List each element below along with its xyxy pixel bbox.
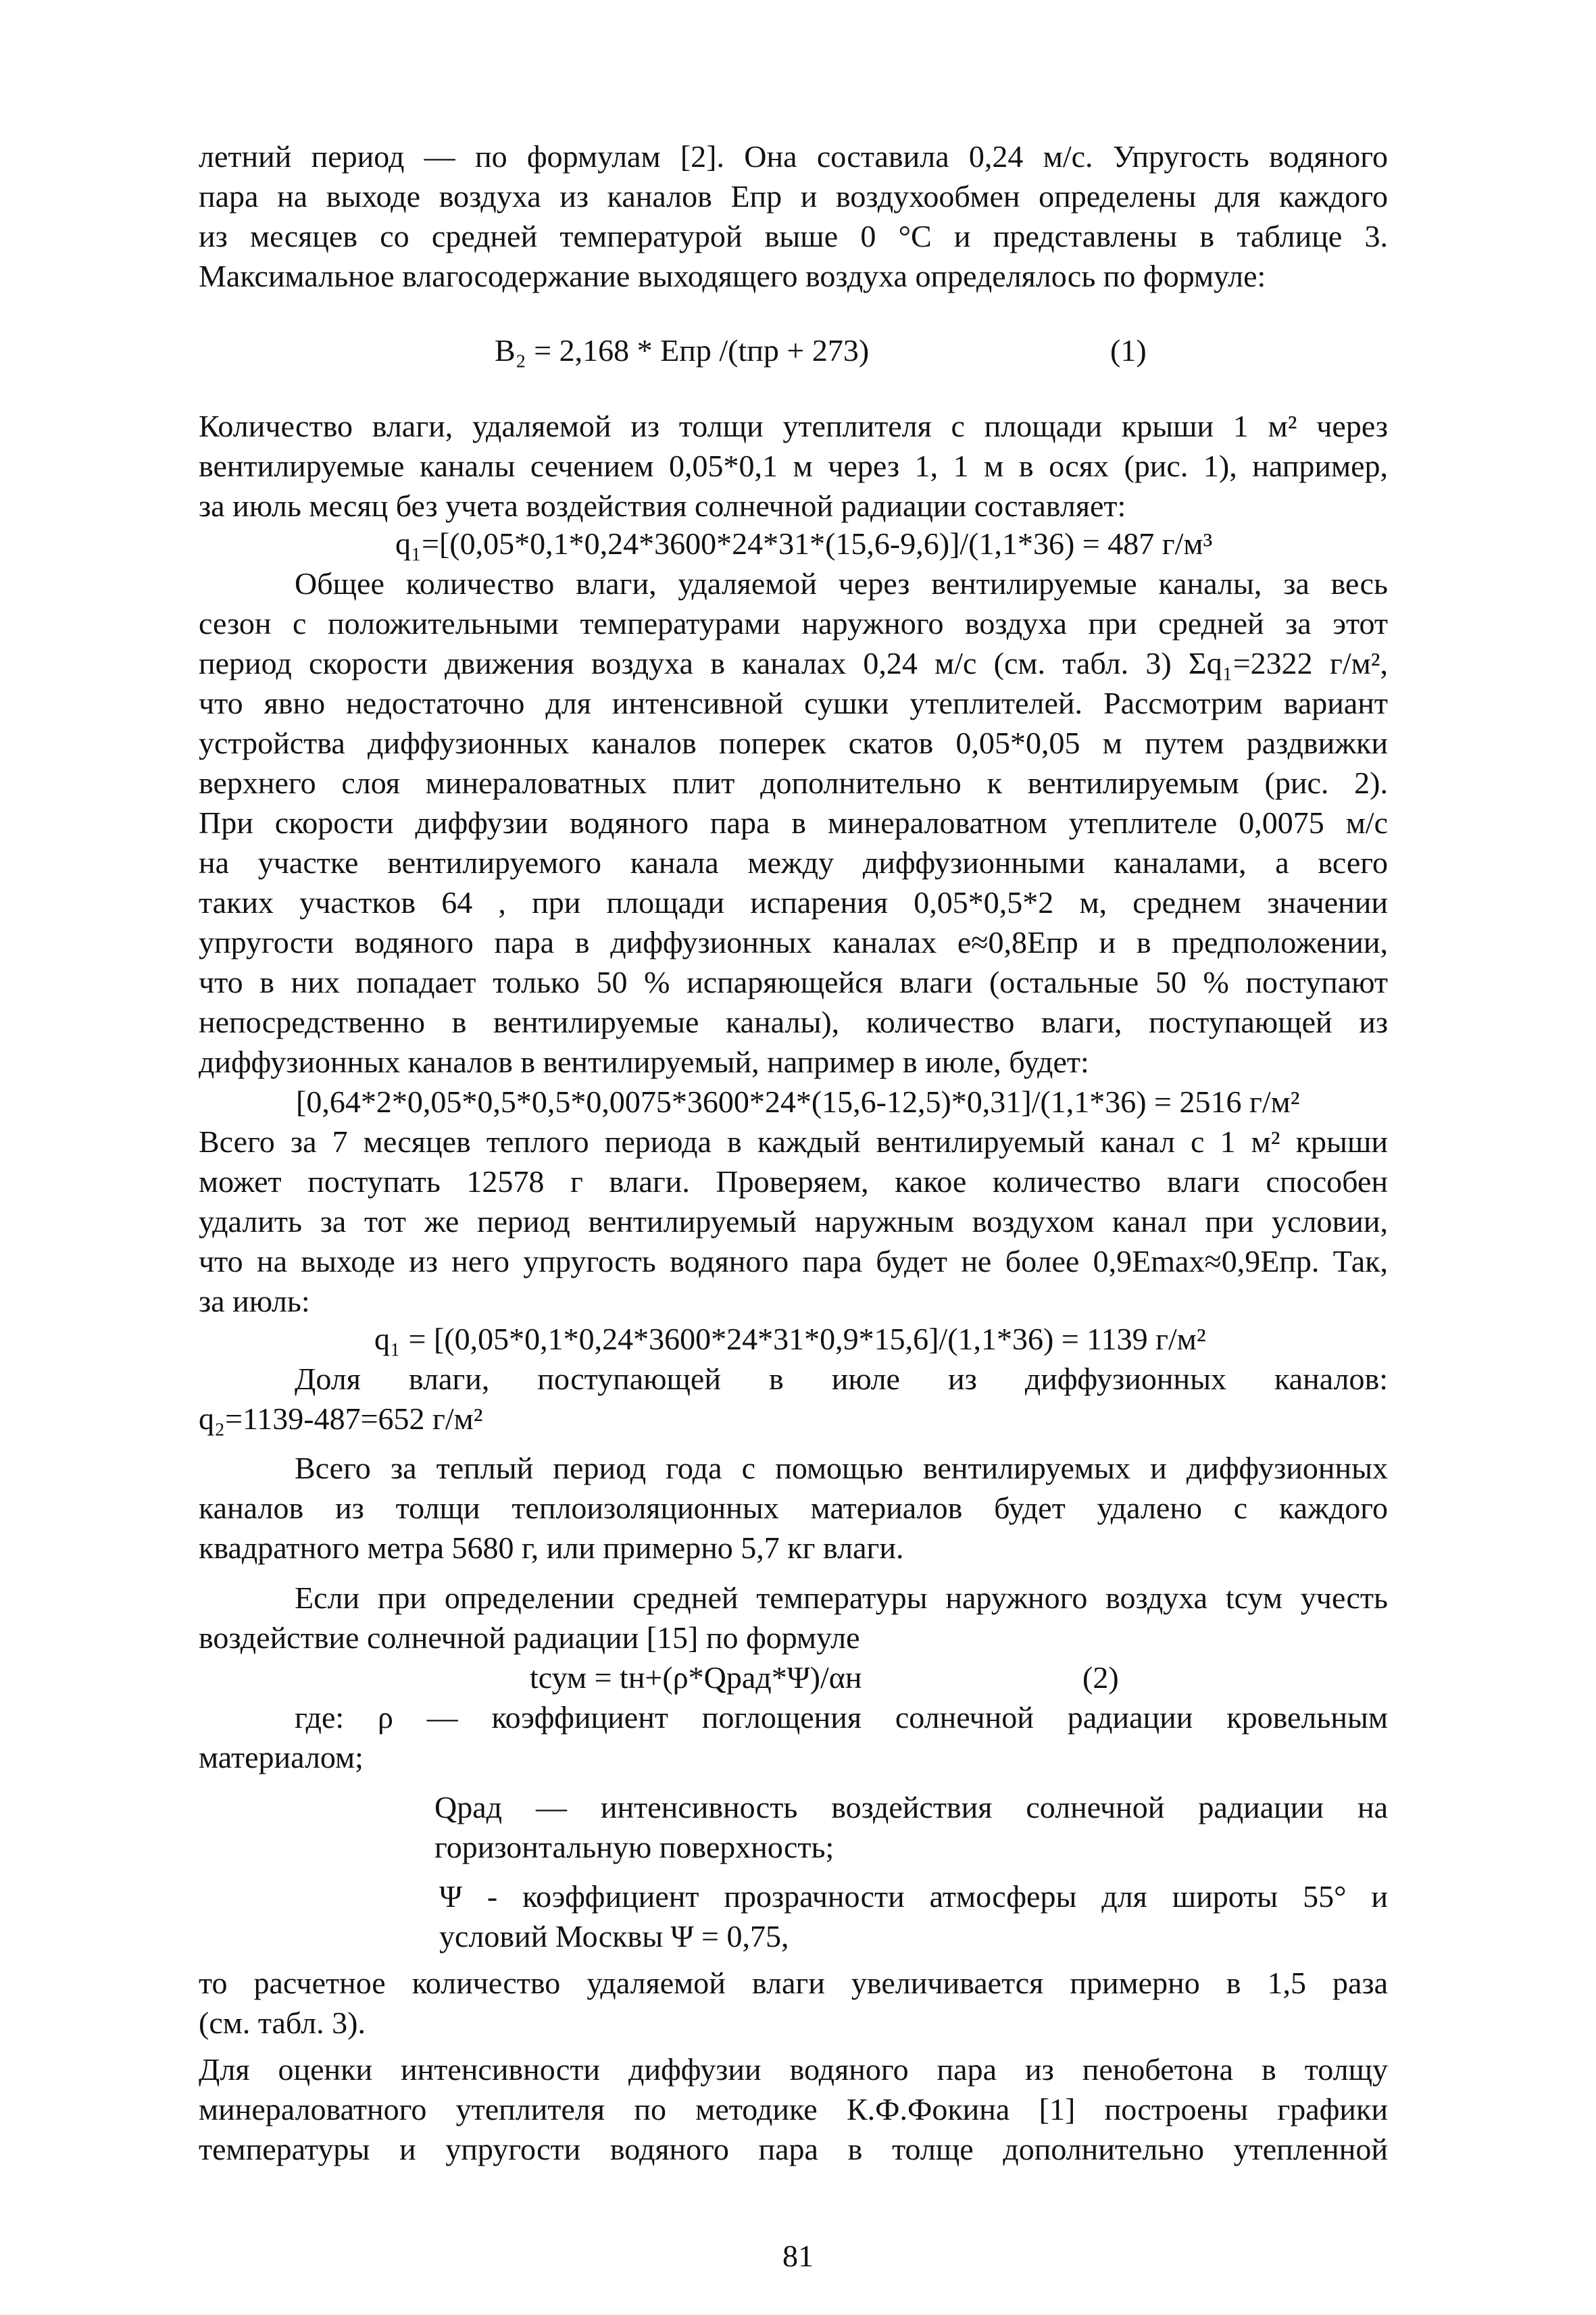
text-line: летний период — по формулам [2]. Она составила 0,24 м/с. Упругость водяного	[199, 139, 1388, 174]
text-line: каналов из толщи теплоизоляционных материалов будет удалено с каждого	[199, 1491, 1388, 1525]
text-line: минераловатного утеплителя по методике К.Ф.Фокина [1] построены графики	[199, 2092, 1388, 2126]
formula-1-number: (1)	[1110, 333, 1147, 368]
text-line: удалить за тот же период вентилируемый наружным воздухом канал при условии,	[199, 1204, 1388, 1239]
page-number: 81	[782, 2239, 814, 2273]
formula-3: [0,64*2*0,05*0,5*0,5*0,0075*3600*24*(15,6-12,5)*0,31]/(1,1*36) = 2516 г/м²	[296, 1085, 1300, 1119]
text-line: Qрад — интенсивность воздействия солнечной радиации на	[434, 1790, 1388, 1824]
text-line: период скорости движения воздуха в каналах 0,24 м/с (см. табл. 3) Σq₁=2322 г/м²,	[199, 646, 1388, 680]
text-line: что явно недостаточно для интенсивной сушки утеплителей. Рассмотрим вариант	[199, 686, 1388, 720]
text-line: что на выходе из него упругость водяного пара будет не более 0,9Emax≈0,9Eпр. Так,	[199, 1244, 1388, 1278]
text-line: сезон с положительными температурами наружного воздуха при средней за этот	[199, 606, 1388, 641]
text-line: может поступать 12578 г влаги. Проверяем, какое количество влаги способен	[199, 1164, 1388, 1199]
text-line: Количество влаги, удаляемой из толщи утеплителя с площади крыши 1 м² через	[199, 409, 1388, 443]
text-line: где: ρ — коэффициент поглощения солнечной радиации кровельным	[295, 1700, 1388, 1735]
text-line: верхнего слоя минераловатных плит дополнительно к вентилируемым (рис. 2).	[199, 766, 1388, 800]
text-line: из месяцев со средней температурой выше 0 °С и представлены в таблице 3.	[199, 219, 1388, 253]
text-line: При скорости диффузии водяного пара в минераловатном утеплителе 0,0075 м/с	[199, 805, 1388, 840]
text-line: пара на выходе воздуха из каналов Eпр и воздухообмен определены для каждого	[199, 179, 1388, 214]
text-line: q₂=1139-487=652 г/м²	[199, 1401, 483, 1436]
text-line: вентилируемые каналы сечением 0,05*0,1 м через 1, 1 м в осях (рис. 1), например,	[199, 449, 1388, 483]
text-line: (см. табл. 3).	[199, 2006, 366, 2040]
text-line: горизонтальную поверхность;	[434, 1830, 834, 1864]
formula-2: q₁=[(0,05*0,1*0,24*3600*24*31*(15,6-9,6)]/(1,1*36) = 487 г/м³	[395, 526, 1213, 561]
formula-1: B₂ = 2,168 * Eпр /(tпр + 273)	[495, 333, 870, 368]
text-line: Доля влаги, поступающей в июле из диффузионных каналов:	[295, 1362, 1388, 1396]
text-line: за июль:	[199, 1284, 310, 1318]
text-line: Ψ - коэффициент прозрачности атмосферы для широты 55° и	[439, 1879, 1388, 1914]
text-line: квадратного метра 5680 г, или примерно 5,7 кг влаги.	[199, 1530, 904, 1565]
text-line: Для оценки интенсивности диффузии водяного пара из пенобетона в толщу	[199, 2052, 1388, 2087]
formula-5: tсум = tн+(ρ*Qрад*Ψ)/αн	[530, 1660, 862, 1695]
formula-4: q₁ = [(0,05*0,1*0,24*3600*24*31*0,9*15,6]/(1,1*36) = 1139 г/м²	[374, 1322, 1206, 1356]
text-line: Всего за теплый период года с помощью вентилируемых и диффузионных	[295, 1451, 1388, 1485]
text-line: материалом;	[199, 1740, 364, 1774]
text-line: упругости водяного пара в диффузионных каналах e≈0,8Eпр и в предположении,	[199, 925, 1388, 960]
text-line: Максимальное влагосодержание выходящего воздуха определялось по формуле:	[199, 259, 1266, 293]
text-line: Если при определении средней температуры наружного воздуха tсум учесть	[295, 1580, 1388, 1615]
formula-5-number: (2)	[1082, 1660, 1119, 1695]
text-line: условий Москвы Ψ = 0,75,	[439, 1919, 789, 1953]
text-line: воздействие солнечной радиации [15] по формуле	[199, 1620, 860, 1655]
text-line: температуры и упругости водяного пара в толще дополнительно утепленной	[199, 2132, 1388, 2166]
text-line: непосредственно в вентилируемые каналы), количество влаги, поступающей из	[199, 1005, 1388, 1039]
text-line: на участке вентилируемого канала между диффузионными каналами, а всего	[199, 845, 1388, 880]
text-line: за июль месяц без учета воздействия солнечной радиации составляет:	[199, 489, 1126, 523]
text-line: что в них попадает только 50 % испаряющейся влаги (остальные 50 % поступают	[199, 965, 1388, 999]
text-line: Всего за 7 месяцев теплого периода в каждый вентилируемый канал с 1 м² крыши	[199, 1124, 1388, 1159]
text-line: таких участков 64 , при площади испарения 0,05*0,5*2 м, среднем значении	[199, 885, 1388, 920]
text-line: то расчетное количество удаляемой влаги увеличивается примерно в 1,5 раза	[199, 1966, 1388, 2000]
text-line: устройства диффузионных каналов поперек скатов 0,05*0,05 м путем раздвижки	[199, 726, 1388, 760]
text-line: диффузионных каналов в вентилируемый, например в июле, будет:	[199, 1045, 1089, 1079]
text-line: Общее количество влаги, удаляемой через вентилируемые каналы, за весь	[295, 566, 1388, 601]
